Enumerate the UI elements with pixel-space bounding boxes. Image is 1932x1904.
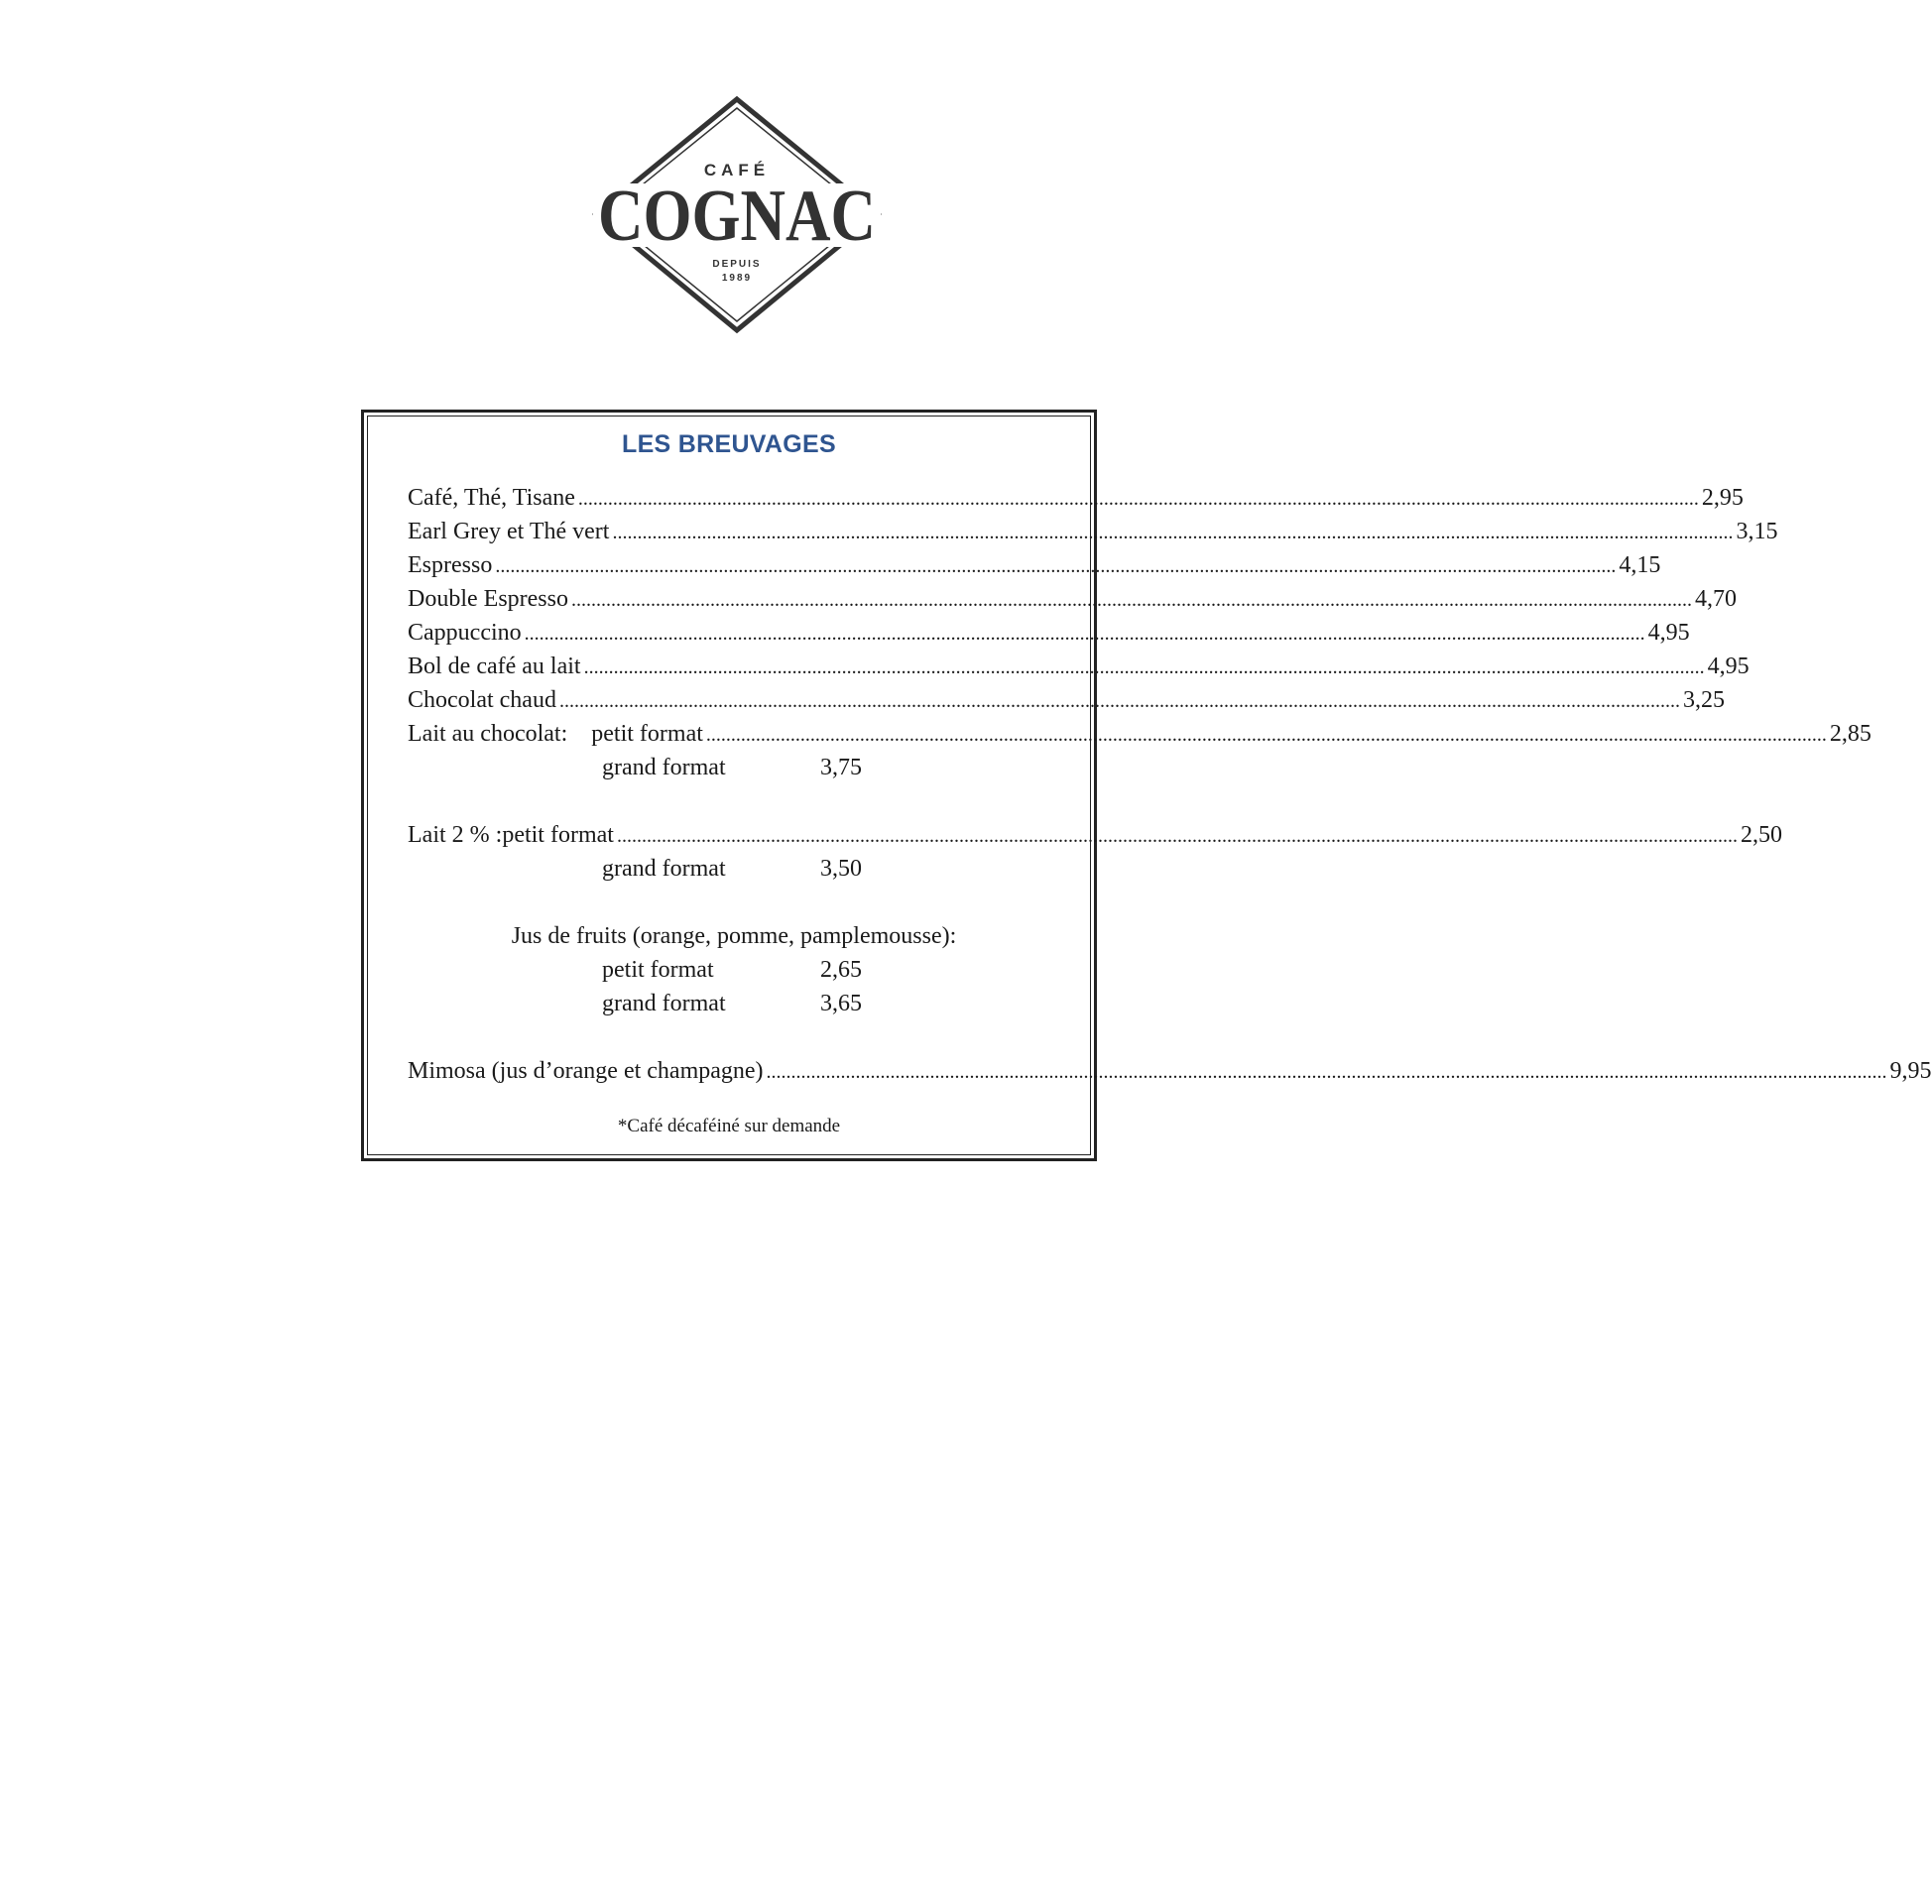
dot-leader	[612, 517, 1733, 547]
milk-large-label: grand format	[602, 856, 726, 882]
juice-large-label: grand format	[602, 991, 726, 1016]
logo-top-text: CAFÉ	[703, 161, 771, 179]
milk-row	[408, 820, 1782, 850]
menu-item-price: 4,95	[1647, 620, 1690, 646]
juice-label: Jus de fruits (orange, pomme, pamplemousse):	[511, 923, 957, 949]
chocolate-milk-label: Lait au chocolat:	[408, 721, 568, 747]
beverage-menu-box	[361, 410, 1932, 1161]
logo-since-label: DEPUIS	[712, 259, 762, 270]
menu-item	[408, 652, 1750, 681]
dot-leader	[495, 550, 1616, 581]
dot-leader	[525, 618, 1645, 649]
dot-leader	[617, 820, 1738, 851]
chocolate-milk-small-price: 2,85	[1829, 721, 1872, 747]
menu-item-name: Bol de café au lait	[408, 654, 581, 679]
menu-item-name: Espresso	[408, 552, 493, 578]
chocolate-milk-small-label: petit format	[591, 721, 703, 747]
dot-leader	[559, 685, 1680, 716]
menu-item	[408, 618, 1690, 648]
milk-small-price: 2,50	[1740, 822, 1782, 848]
menu-item	[408, 517, 1778, 546]
mimosa-row	[408, 1056, 1932, 1086]
milk-large-price: 3,50	[820, 856, 862, 882]
chocolate-milk-large-label: grand format	[602, 755, 726, 780]
juice-small-label: petit format	[602, 957, 714, 983]
menu-item-name: Earl Grey et Thé vert	[408, 519, 610, 544]
menu-item-price: 4,95	[1707, 654, 1750, 679]
dot-leader	[706, 719, 1827, 750]
cafe-cognac-logo	[593, 96, 881, 334]
chocolate-milk-large-price: 3,75	[820, 755, 862, 780]
decaf-note: *Café décaféiné sur demande	[617, 1116, 841, 1136]
mimosa-name: Mimosa (jus d’orange et champagne)	[408, 1058, 764, 1084]
dot-leader	[584, 652, 1705, 682]
menu-item-name: Café, Thé, Tisane	[408, 485, 575, 511]
menu-title: LES BREUVAGES	[622, 430, 836, 458]
logo-since-year: 1989	[721, 273, 753, 284]
chocolate-milk-row	[408, 719, 1872, 749]
milk-small-label: petit format	[502, 822, 614, 848]
juice-small-price: 2,65	[820, 957, 862, 983]
menu-item-price: 3,15	[1736, 519, 1778, 544]
menu-item-price: 4,15	[1619, 552, 1661, 578]
mimosa-price: 9,95	[1889, 1058, 1932, 1084]
dot-leader	[578, 483, 1699, 514]
menu-item	[408, 550, 1661, 580]
menu-item-name: Cappuccino	[408, 620, 522, 646]
juice-large-price: 3,65	[820, 991, 862, 1016]
logo-name: COGNAC	[598, 176, 876, 257]
menu-item	[408, 483, 1744, 513]
menu-item-price: 3,25	[1682, 687, 1725, 713]
dot-leader	[571, 584, 1692, 615]
menu-item	[408, 685, 1725, 715]
menu-item-name: Chocolat chaud	[408, 687, 556, 713]
menu-item-price: 4,70	[1694, 586, 1737, 612]
dot-leader	[767, 1056, 1887, 1087]
menu-item-name: Double Espresso	[408, 586, 568, 612]
menu-item-price: 2,95	[1701, 485, 1744, 511]
menu-item	[408, 584, 1737, 614]
milk-label: Lait 2 % :	[408, 822, 503, 848]
